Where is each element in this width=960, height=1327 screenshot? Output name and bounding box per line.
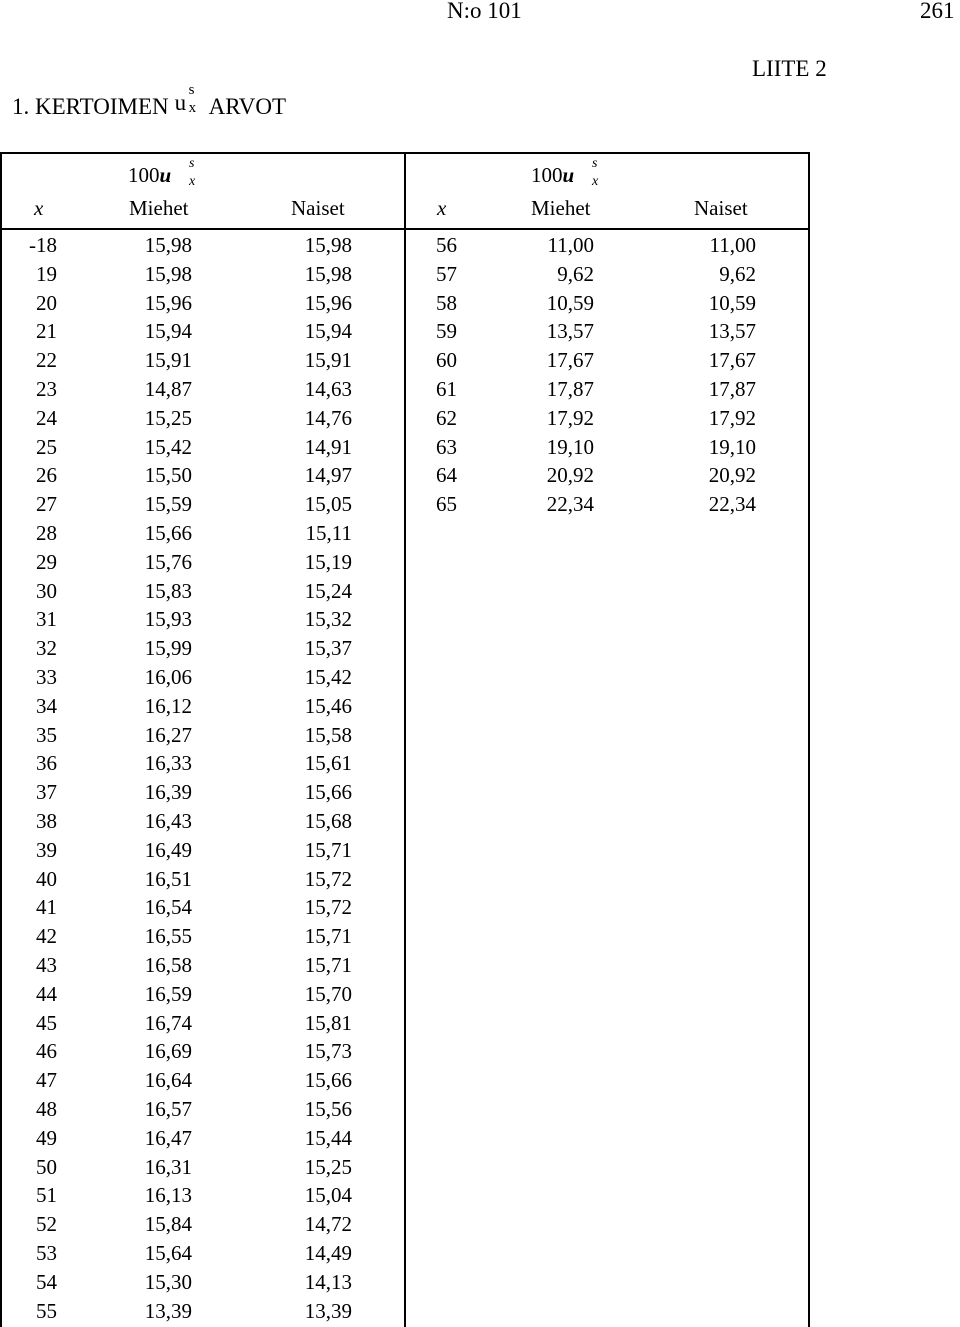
cell-age: 29 bbox=[36, 549, 57, 574]
cell-women: 15,68 bbox=[304, 809, 352, 833]
cell-men: 16,74 bbox=[144, 1010, 192, 1035]
cell-age: 57 bbox=[436, 261, 457, 286]
cell-women: 15,32 bbox=[304, 607, 352, 632]
appendix-label: LIITE 2 bbox=[752, 56, 827, 81]
coefficient-number: 100 bbox=[531, 163, 563, 187]
cell-women: 17,67 bbox=[708, 348, 756, 373]
cell-women: 15,58 bbox=[304, 722, 352, 747]
cell-age: 45 bbox=[36, 1010, 57, 1035]
cell-men: 17,92 bbox=[546, 405, 594, 430]
cell-age: 46 bbox=[36, 1039, 57, 1064]
cell-men: 15,98 bbox=[144, 261, 192, 286]
cell-women: 15,11 bbox=[305, 521, 352, 545]
title-symbol-sup: s bbox=[188, 82, 195, 98]
cell-age: 60 bbox=[436, 348, 457, 373]
cell-men: 15,99 bbox=[144, 636, 192, 661]
cell-age: 32 bbox=[36, 636, 57, 661]
cell-age: 26 bbox=[36, 463, 57, 488]
coefficient-base: u bbox=[562, 163, 575, 187]
cell-men: 16,51 bbox=[144, 866, 192, 891]
cell-women: 15,71 bbox=[304, 953, 352, 977]
cell-age: 37 bbox=[36, 780, 57, 805]
cell-women: 15,98 bbox=[304, 233, 352, 257]
cell-age: -18 bbox=[29, 233, 57, 257]
cell-age: 62 bbox=[436, 405, 457, 430]
column-header-men-left: Miehet bbox=[129, 196, 189, 220]
cell-age: 38 bbox=[36, 809, 57, 833]
cell-men: 16,55 bbox=[144, 924, 192, 949]
cell-men: 15,96 bbox=[144, 290, 192, 315]
cell-women: 15,66 bbox=[304, 1068, 352, 1093]
page-title bbox=[12, 82, 287, 120]
cell-men: 16,27 bbox=[144, 722, 192, 747]
cell-age: 53 bbox=[36, 1241, 57, 1265]
coefficient-number: 100 bbox=[128, 163, 160, 187]
cell-age: 49 bbox=[36, 1125, 57, 1150]
cell-age: 25 bbox=[36, 434, 57, 459]
cell-age: 47 bbox=[36, 1068, 57, 1093]
cell-women: 15,25 bbox=[304, 1154, 352, 1179]
issue-number: N:o 101 bbox=[447, 0, 522, 23]
cell-men: 15,91 bbox=[144, 348, 192, 373]
cell-men: 15,66 bbox=[144, 521, 192, 545]
cell-men: 16,54 bbox=[144, 895, 192, 920]
title-prefix: 1. KERTOIMEN bbox=[12, 94, 169, 119]
cell-women: 15,05 bbox=[304, 492, 352, 517]
cell-age: 43 bbox=[36, 953, 57, 977]
cell-women: 15,98 bbox=[304, 261, 352, 286]
cell-men: 16,64 bbox=[144, 1068, 192, 1093]
cell-women: 13,57 bbox=[708, 319, 756, 344]
cell-women: 10,59 bbox=[708, 290, 756, 315]
cell-age: 23 bbox=[36, 377, 57, 401]
cell-women: 15,72 bbox=[304, 866, 352, 891]
cell-age: 55 bbox=[36, 1298, 57, 1323]
cell-men: 15,98 bbox=[144, 233, 192, 257]
cell-men: 16,57 bbox=[144, 1097, 192, 1121]
cell-men: 10,59 bbox=[546, 290, 594, 315]
cell-women: 15,56 bbox=[304, 1097, 352, 1121]
cell-age: 54 bbox=[36, 1269, 57, 1294]
cell-men: 16,43 bbox=[144, 809, 192, 833]
cell-women: 15,46 bbox=[304, 693, 352, 718]
cell-age: 65 bbox=[436, 492, 457, 517]
title-symbol bbox=[174, 82, 203, 118]
cell-age: 21 bbox=[36, 319, 57, 344]
cell-men: 16,39 bbox=[144, 780, 192, 805]
coefficient-sup: s bbox=[592, 156, 598, 171]
cell-age: 30 bbox=[36, 578, 57, 603]
column-header-men-right: Miehet bbox=[531, 196, 591, 220]
cell-men: 19,10 bbox=[546, 434, 594, 459]
cell-men: 15,59 bbox=[144, 492, 192, 517]
cell-men: 20,92 bbox=[546, 463, 594, 488]
cell-men: 14,87 bbox=[144, 377, 192, 401]
cell-men: 15,50 bbox=[144, 463, 192, 488]
cell-men: 16,31 bbox=[144, 1154, 192, 1179]
cell-women: 15,37 bbox=[304, 636, 352, 661]
cell-men: 16,59 bbox=[144, 981, 192, 1006]
coefficient-sup: s bbox=[189, 156, 195, 171]
cell-men: 15,94 bbox=[144, 319, 192, 344]
cell-age: 42 bbox=[36, 924, 57, 949]
cell-men: 16,06 bbox=[144, 665, 192, 689]
cell-age: 19 bbox=[36, 261, 57, 286]
cell-men: 15,84 bbox=[144, 1212, 192, 1237]
title-suffix: ARVOT bbox=[208, 94, 287, 119]
cell-age: 20 bbox=[36, 290, 57, 315]
cell-women: 15,96 bbox=[304, 290, 352, 315]
cell-age: 31 bbox=[36, 607, 57, 632]
cell-men: 9,62 bbox=[557, 261, 594, 286]
cell-women: 14,63 bbox=[304, 377, 352, 401]
cell-men: 13,39 bbox=[144, 1298, 192, 1323]
cell-age: 35 bbox=[36, 722, 57, 747]
cell-men: 16,33 bbox=[144, 751, 192, 776]
cell-age: 50 bbox=[36, 1154, 57, 1179]
cell-women: 14,97 bbox=[304, 463, 352, 488]
column-header-women-right: Naiset bbox=[694, 196, 748, 220]
cell-women: 15,24 bbox=[304, 578, 352, 603]
cell-women: 15,91 bbox=[304, 348, 352, 373]
cell-age: 40 bbox=[36, 866, 57, 891]
cell-men: 16,13 bbox=[144, 1183, 192, 1208]
cell-women: 19,10 bbox=[708, 434, 756, 459]
title-symbol-sub: x bbox=[188, 100, 197, 116]
cell-women: 15,04 bbox=[304, 1183, 352, 1208]
cell-age: 36 bbox=[36, 751, 57, 776]
cell-age: 56 bbox=[436, 233, 457, 257]
cell-men: 15,93 bbox=[144, 607, 192, 632]
cell-age: 58 bbox=[436, 290, 457, 315]
cell-women: 15,73 bbox=[304, 1039, 352, 1064]
column-header-x-right: x bbox=[437, 196, 447, 220]
cell-age: 64 bbox=[436, 463, 457, 488]
cell-men: 16,47 bbox=[144, 1125, 192, 1150]
cell-men: 13,57 bbox=[546, 319, 594, 344]
cell-age: 51 bbox=[36, 1183, 57, 1208]
cell-men: 15,64 bbox=[144, 1241, 192, 1265]
cell-men: 15,25 bbox=[144, 405, 192, 430]
cell-women: 15,70 bbox=[304, 981, 352, 1006]
cell-women: 20,92 bbox=[708, 463, 756, 488]
coefficient-header-left bbox=[128, 156, 196, 189]
coefficient-sub: x bbox=[189, 174, 196, 189]
cell-age: 52 bbox=[36, 1212, 57, 1237]
cell-women: 14,76 bbox=[304, 405, 352, 430]
table-right-border bbox=[808, 152, 810, 1327]
cell-women: 13,39 bbox=[304, 1298, 352, 1323]
cell-men: 16,58 bbox=[144, 953, 192, 977]
cell-women: 15,19 bbox=[304, 549, 352, 574]
cell-women: 14,72 bbox=[304, 1212, 352, 1237]
cell-age: 33 bbox=[36, 665, 57, 689]
cell-age: 59 bbox=[436, 319, 457, 344]
cell-men: 15,42 bbox=[144, 434, 192, 459]
title-symbol-base: u bbox=[174, 90, 187, 115]
cell-women: 15,94 bbox=[304, 319, 352, 344]
cell-women: 9,62 bbox=[719, 261, 756, 286]
cell-men: 11,00 bbox=[547, 233, 594, 257]
cell-women: 15,61 bbox=[304, 751, 352, 776]
cell-women: 15,42 bbox=[304, 665, 352, 689]
cell-women: 14,49 bbox=[304, 1241, 352, 1265]
cell-men: 15,30 bbox=[144, 1269, 192, 1294]
cell-women: 15,44 bbox=[304, 1125, 352, 1150]
cell-men: 16,69 bbox=[144, 1039, 192, 1064]
cell-age: 61 bbox=[436, 377, 457, 401]
cell-age: 41 bbox=[36, 895, 57, 920]
cell-age: 44 bbox=[36, 981, 57, 1006]
cell-age: 28 bbox=[36, 521, 57, 545]
cell-women: 14,91 bbox=[304, 434, 352, 459]
cell-men: 15,76 bbox=[144, 549, 192, 574]
cell-women: 15,71 bbox=[304, 924, 352, 949]
coefficient-sub: x bbox=[592, 174, 599, 189]
cell-age: 34 bbox=[36, 693, 57, 718]
page-number: 261 bbox=[920, 0, 955, 23]
coefficient-base: u bbox=[159, 163, 172, 187]
cell-age: 63 bbox=[436, 434, 457, 459]
cell-age: 22 bbox=[36, 348, 57, 373]
cell-women: 17,92 bbox=[708, 405, 756, 430]
column-header-x-left: x bbox=[34, 196, 44, 220]
cell-women: 15,81 bbox=[304, 1010, 352, 1035]
column-header-women-left: Naiset bbox=[291, 196, 345, 220]
cell-women: 11,00 bbox=[709, 233, 756, 257]
cell-age: 48 bbox=[36, 1097, 57, 1121]
cell-age: 24 bbox=[36, 405, 57, 430]
cell-women: 22,34 bbox=[708, 492, 756, 517]
cell-women: 17,87 bbox=[708, 377, 756, 401]
cell-women: 14,13 bbox=[304, 1269, 352, 1294]
cell-age: 27 bbox=[36, 492, 57, 517]
cell-age: 39 bbox=[36, 837, 57, 862]
coefficient-header-right bbox=[531, 156, 599, 189]
cell-women: 15,71 bbox=[304, 837, 352, 862]
cell-men: 16,49 bbox=[144, 837, 192, 862]
cell-men: 16,12 bbox=[144, 693, 192, 718]
cell-men: 17,67 bbox=[546, 348, 594, 373]
cell-women: 15,66 bbox=[304, 780, 352, 805]
cell-women: 15,72 bbox=[304, 895, 352, 920]
cell-men: 22,34 bbox=[546, 492, 594, 517]
cell-men: 17,87 bbox=[546, 377, 594, 401]
cell-men: 15,83 bbox=[144, 578, 192, 603]
